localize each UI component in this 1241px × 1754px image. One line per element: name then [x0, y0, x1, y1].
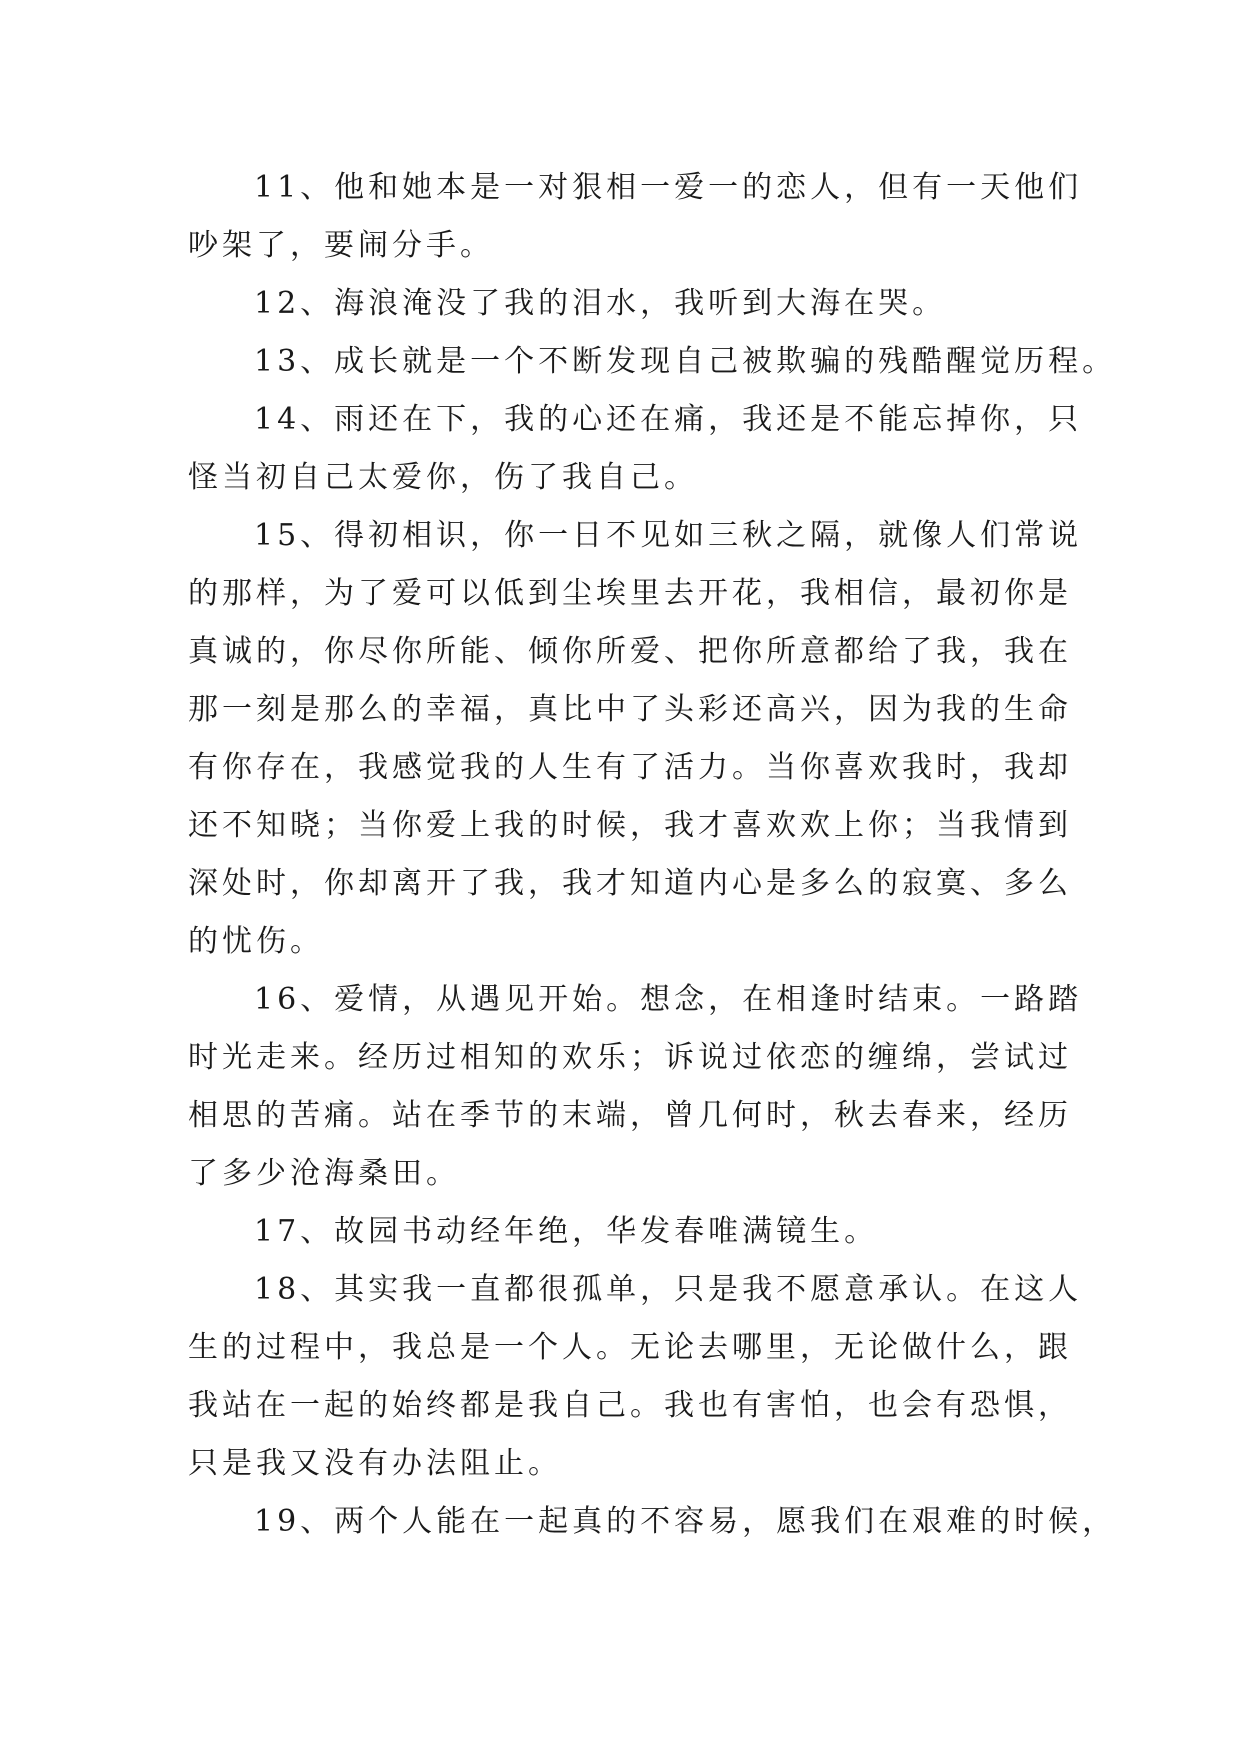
paragraph	[188, 159, 1083, 275]
paragraph-line: 17、故园书动经年绝，华发春唯满镜生。	[254, 1214, 879, 1249]
paragraph-line: 深处时，你却离开了我，我才知道内心是多么的寂寞、多么	[188, 866, 1072, 901]
paragraph	[188, 391, 1083, 507]
paragraph	[188, 507, 1083, 971]
paragraph-line: 真诚的，你尽你所能、倾你所爱、把你所意都给了我，我在	[188, 634, 1072, 669]
paragraph-line: 18、其实我一直都很孤单，只是我不愿意承认。在这人	[254, 1272, 1083, 1307]
paragraph-line: 有你存在，我感觉我的人生有了活力。当你喜欢我时，我却	[188, 750, 1072, 785]
paragraph-line: 怪当初自己太爱你，伤了我自己。	[188, 460, 698, 495]
paragraph-line: 时光走来。经历过相知的欢乐；诉说过依恋的缠绵，尝试过	[188, 1040, 1072, 1075]
paragraph	[188, 1203, 1054, 1261]
paragraph-line: 15、得初相识，你一日不见如三秋之隔，就像人们常说	[254, 518, 1083, 553]
paragraph	[188, 275, 1054, 333]
document-body	[188, 159, 1117, 1551]
paragraph-line: 我站在一起的始终都是我自己。我也有害怕，也会有恐惧，	[188, 1388, 1072, 1423]
paragraph-line: 19、两个人能在一起真的不容易，愿我们在艰难的时候，	[254, 1504, 1117, 1539]
paragraph-line: 12、海浪淹没了我的泪水，我听到大海在哭。	[254, 286, 947, 321]
paragraph-line: 13、成长就是一个不断发现自己被欺骗的残酷醒觉历程。	[254, 344, 1117, 379]
paragraph-line: 了多少沧海桑田。	[188, 1156, 460, 1191]
paragraph-line: 相思的苦痛。站在季节的末端，曾几何时，秋去春来，经历	[188, 1098, 1072, 1133]
paragraph-line: 14、雨还在下，我的心还在痛，我还是不能忘掉你，只	[254, 402, 1083, 437]
paragraph	[188, 1261, 1083, 1493]
paragraph-line: 那一刻是那么的幸福，真比中了头彩还高兴，因为我的生命	[188, 692, 1072, 727]
paragraph-line: 的忧伤。	[188, 924, 324, 959]
paragraph-line: 吵架了，要闹分手。	[188, 228, 494, 263]
paragraph-line: 生的过程中，我总是一个人。无论去哪里，无论做什么，跟	[188, 1330, 1072, 1365]
paragraph-line: 11、他和她本是一对狠相一爱一的恋人，但有一天他们	[254, 170, 1083, 205]
paragraph-line: 只是我又没有办法阻止。	[188, 1446, 562, 1481]
paragraph-line: 16、爱情，从遇见开始。想念，在相逢时结束。一路踏	[254, 982, 1083, 1017]
paragraph	[188, 1493, 1117, 1551]
paragraph	[188, 333, 1117, 391]
paragraph-line: 还不知晓；当你爱上我的时候，我才喜欢欢上你；当我情到	[188, 808, 1072, 843]
paragraph-line: 的那样，为了爱可以低到尘埃里去开花，我相信，最初你是	[188, 576, 1072, 611]
paragraph	[188, 971, 1083, 1203]
